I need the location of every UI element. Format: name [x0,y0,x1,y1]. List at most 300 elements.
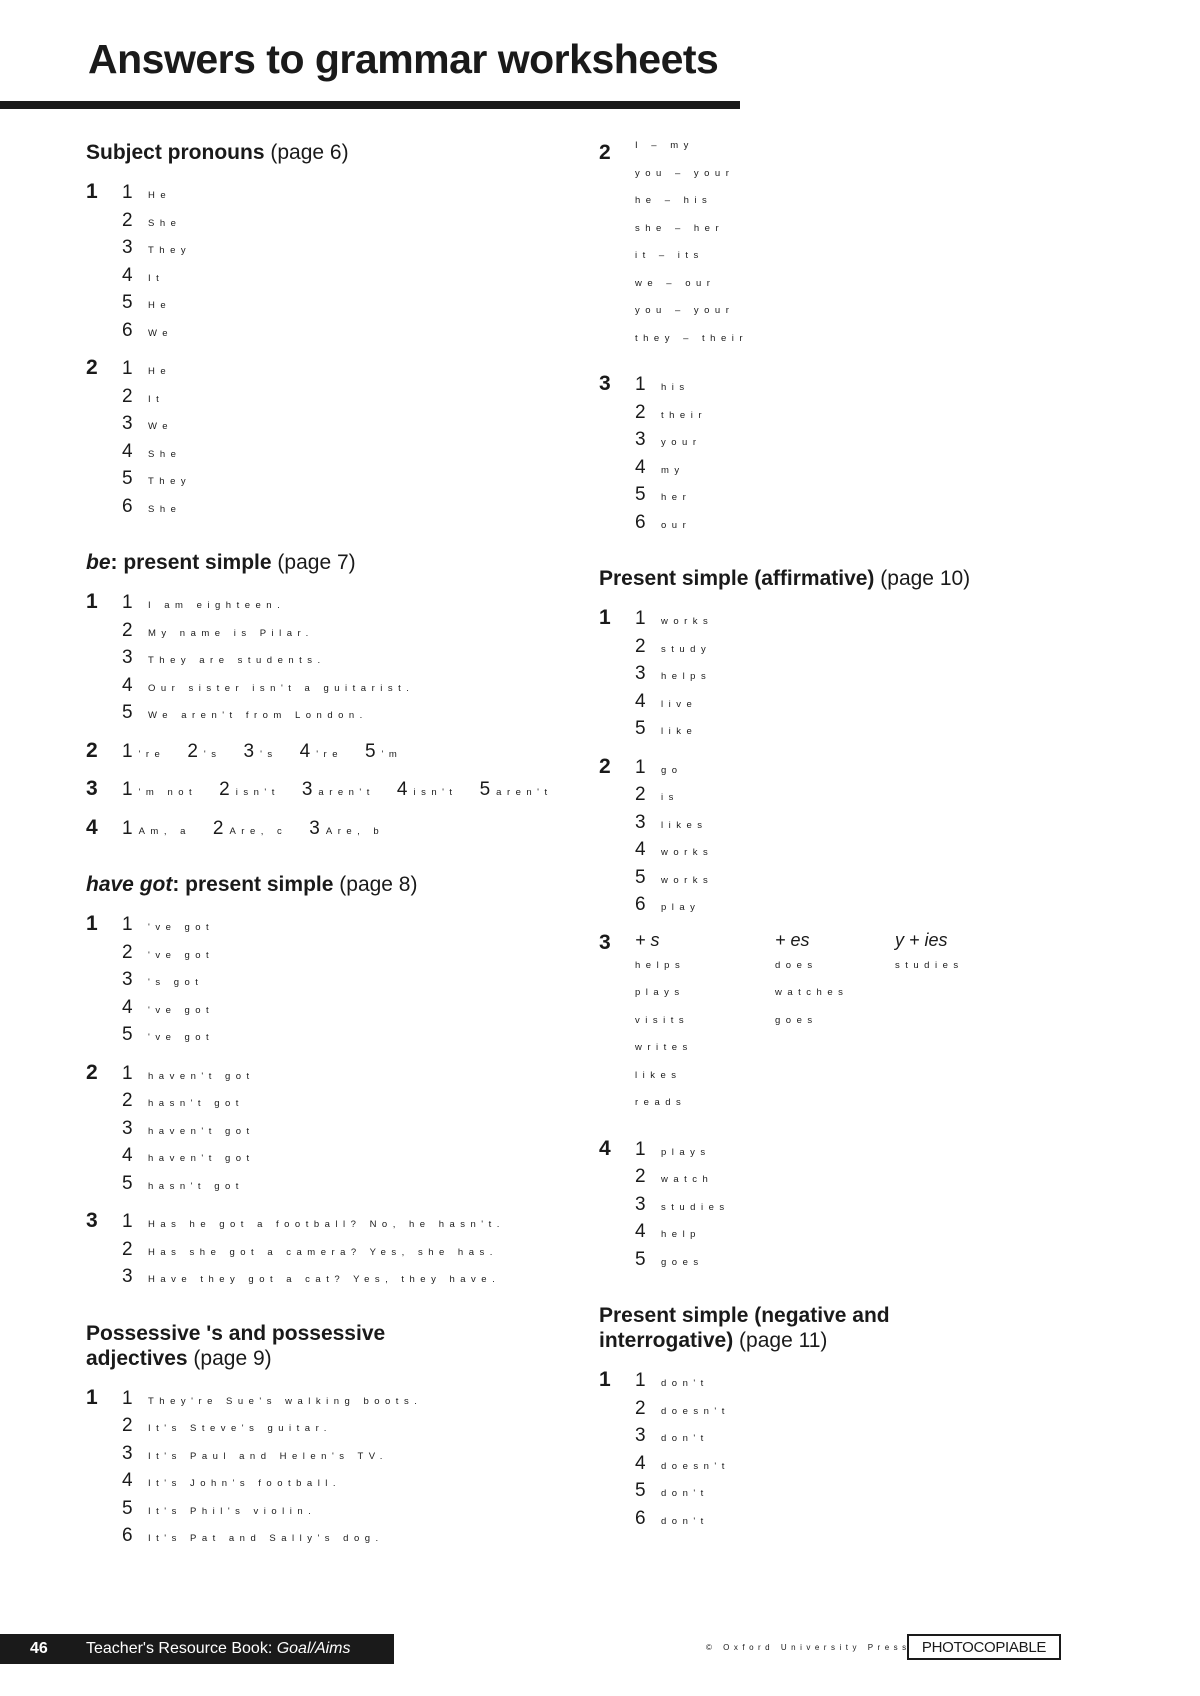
answer-text: aren't [496,787,553,798]
answer-item [122,1208,556,1236]
exercise-number: 3 [86,777,98,800]
answer-item [122,1170,556,1198]
answer-item [480,776,553,803]
answer-item [635,1422,1069,1450]
item-number: 3 [635,663,646,684]
section-possessive [86,1321,556,1550]
answer-item [122,1522,556,1550]
heading-text: Present simple (negative and [599,1304,890,1327]
section-heading [86,140,556,165]
answer-text: 've got [148,949,215,961]
answer-text: watch [661,1174,714,1185]
answer-item [122,383,556,411]
answer-text: help [661,1229,701,1240]
answer-text: likes [635,1069,682,1081]
answer-text: isn't [413,787,458,798]
item-number: 5 [635,1480,646,1501]
answer-text: It's Pat and Sally's dog. [148,1533,384,1544]
answer-item [122,1236,556,1264]
item-number: 3 [122,237,133,258]
column-header: + s [635,929,660,950]
item-number: 1 [635,1370,646,1391]
answer-item [122,262,556,290]
item-number: 5 [122,468,133,489]
answer-item [122,617,556,645]
item-number: 2 [635,1397,646,1419]
item-number: 6 [635,894,646,915]
exercise-number: 1 [86,912,98,935]
item-number: 2 [122,1415,133,1436]
item-number: 5 [122,702,133,723]
answer-item [122,1142,556,1170]
page-ref: (page 6) [270,141,349,164]
table-cell [895,1097,1015,1125]
answer-text: reads [635,1097,687,1108]
section-present-negative [599,1303,1069,1532]
answer-text: haven't got [148,1125,255,1137]
answer-text: It's John's football. [148,1478,342,1489]
exercise-number: 1 [599,1368,611,1391]
answer-text: She [148,217,182,229]
answer-item [635,1136,1069,1164]
answer-item [122,699,556,727]
answer-text: 'm [381,748,403,760]
item-number: 2 [635,784,646,805]
exercise-2 [86,355,556,520]
exercise-number: 3 [599,372,611,395]
item-number: 4 [299,740,311,762]
book-prefix: Teacher's Resource Book: [86,1640,277,1657]
answer-text: watches [775,987,849,998]
exercise-3 [86,776,556,804]
answer-text: don't [661,1515,709,1527]
item-number: 5 [122,1024,133,1045]
answer-text: does [775,959,818,971]
answer-item [397,776,458,803]
answer-item [635,168,1069,196]
column-header: y + ies [895,929,948,950]
table-cell [635,1015,775,1043]
answer-item [122,179,556,207]
answer-item [219,776,280,803]
item-number: 5 [122,1497,133,1519]
item-number: 2 [122,619,133,641]
answer-item [635,223,1069,251]
answer-text: She [148,448,182,460]
heading-text-line2: adjectives [86,1346,188,1370]
answer-text: We [148,327,174,339]
copyright-notice: © Oxford University Press [706,1643,911,1652]
answer-item [635,1477,1069,1505]
answer-text: her [661,492,692,503]
item-number: 3 [243,740,255,762]
item-number: 5 [365,740,376,762]
answer-item [635,371,1069,399]
answer-text: they – their [635,332,748,344]
exercise-number: 3 [86,1209,98,1232]
answer-text: like [661,726,698,737]
answer-text: don't [661,1433,709,1444]
exercise-number: 3 [599,930,611,954]
item-number: 2 [635,401,646,423]
item-number: 5 [122,292,133,313]
section-heading [86,550,556,575]
table-cell [635,960,775,988]
exercise-1 [599,1367,1069,1532]
answer-text: works [661,616,714,627]
item-number: 5 [635,1248,646,1270]
answer-text: studies [661,1201,730,1213]
answer-text: plays [635,987,685,998]
footer-bar [0,1634,394,1664]
answer-item [122,207,556,235]
answer-item [122,317,556,345]
right-column [599,140,1069,1562]
answer-item [122,911,556,939]
exercise-1 [86,1385,556,1550]
answer-text: They [148,245,192,256]
item-number: 6 [122,495,133,517]
photocopiable-label: PHOTOCOPIABLE [907,1634,1061,1660]
page-number: 46 [30,1640,48,1657]
item-number: 4 [635,839,646,860]
inline-answers [122,815,556,843]
answer-item [122,966,556,994]
title-rule [0,101,740,109]
exercise-4 [599,1136,1069,1274]
answer-text: she – her [635,222,725,234]
exercise-number: 1 [86,180,98,203]
item-number: 3 [122,1266,133,1287]
answer-item [122,1385,556,1413]
exercise-number: 2 [86,1060,98,1084]
answer-item [635,454,1069,482]
answer-item [635,1246,1069,1274]
exercise-number: 1 [86,590,98,613]
table-cell [775,1070,895,1098]
answer-item [122,815,191,842]
item-number: 6 [635,1507,646,1529]
item-number: 4 [122,264,133,286]
exercise-3 [599,930,1069,1125]
answer-text: I – my [635,140,694,151]
answer-text: visits [635,1014,690,1026]
answer-item [122,672,556,700]
table-cell [775,987,895,1015]
answer-item [635,1367,1069,1395]
answer-text: hasn't got [148,1098,244,1109]
answer-text: 're [316,748,343,760]
item-number: 1 [635,608,646,629]
answer-text: is [661,792,679,803]
item-number: 3 [122,969,133,990]
table-cell [635,1070,775,1098]
book-name: Goal/Aims [276,1640,351,1657]
answer-item [635,481,1069,509]
answer-item [122,355,556,383]
exercise-number: 4 [86,815,98,839]
answer-item [635,688,1069,716]
table-cell [895,1070,1015,1098]
answer-item [122,410,556,438]
item-number: 1 [635,374,646,395]
answer-item [122,1495,556,1523]
answer-item [635,1218,1069,1246]
answer-item [635,633,1069,661]
answer-item [122,1060,556,1088]
answer-text: hasn't got [148,1180,244,1192]
answer-item [122,776,197,803]
answer-text: 're [138,748,166,760]
table-cell [895,987,1015,1015]
book-title [86,1640,351,1658]
table-cell [635,987,775,1015]
answer-text: Our sister isn't a guitarist. [148,682,415,694]
exercise-4 [86,815,556,843]
item-number: 2 [212,817,224,839]
answer-text: Has he got a football? No, he hasn't. [148,1219,505,1230]
answer-text: It's Steve's guitar. [148,1423,332,1434]
section-subject-pronouns [86,140,556,520]
item-number: 1 [122,1387,133,1409]
item-number: 3 [122,413,133,434]
exercise-3 [599,371,1069,536]
answer-item [635,660,1069,688]
answer-item [365,738,402,765]
answer-item [122,1467,556,1495]
item-number: 1 [122,817,133,839]
table-cell [895,960,1015,988]
item-number: 1 [122,182,133,203]
section-be-present [86,550,556,842]
item-number: 2 [219,779,230,800]
answer-item [213,815,287,842]
item-number: 1 [122,779,133,800]
page-ref: (page 7) [277,551,356,574]
answer-text: Are, c [229,825,288,837]
answer-text: you – your [635,305,735,316]
item-number: 2 [635,1166,646,1187]
item-number: 2 [122,1090,133,1111]
answer-item [300,738,343,765]
item-number: 6 [635,511,646,533]
answer-item [635,754,1069,782]
item-number: 2 [187,740,198,762]
item-number: 5 [635,718,646,739]
answer-item [635,715,1069,743]
answer-item [635,836,1069,864]
answer-text: haven't got [148,1153,255,1164]
answer-item [635,1163,1069,1191]
item-number: 5 [635,866,646,888]
exercise-2 [599,140,1069,360]
answer-item [122,493,556,521]
spelling-table [635,930,1069,1125]
item-number: 3 [122,647,133,668]
item-number: 6 [122,319,133,341]
item-number: 1 [635,1138,646,1160]
answer-item [122,994,556,1022]
answer-item [122,438,556,466]
answer-text: 'm not [138,787,198,798]
item-number: 4 [396,779,408,800]
table-cell [635,1097,775,1125]
answer-text: go [661,764,683,776]
item-number: 2 [122,385,133,407]
answer-text: It [148,393,165,405]
answer-item [635,140,1069,168]
answer-item [122,1115,556,1143]
answer-text: 've got [148,1004,215,1016]
answer-item [122,1263,556,1291]
item-number: 3 [309,817,320,839]
exercise-1 [86,589,556,727]
answer-item [122,1412,556,1440]
answer-item [635,509,1069,537]
answer-text: we – our [635,277,716,289]
item-number: 4 [122,674,133,696]
answer-text: he – his [635,195,713,206]
exercise-2 [86,738,556,766]
answer-item [635,1450,1069,1478]
answer-text: Are, b [325,825,385,837]
answer-item [122,1021,556,1049]
item-number: 4 [635,690,646,712]
exercise-2 [599,754,1069,919]
exercise-3 [86,1208,556,1291]
table-cell [775,1015,895,1043]
answer-item [244,738,278,765]
section-present-affirmative [599,566,1069,1273]
exercise-1 [86,179,556,344]
answer-text: 've got [148,922,215,933]
table-cell [775,1097,895,1125]
item-number: 2 [122,209,133,231]
answer-text: 've got [148,1032,215,1043]
answer-item [122,1087,556,1115]
page-ref: (page 11) [739,1329,828,1352]
answer-text: We aren't from London. [148,710,368,721]
answer-text: 's [260,748,278,760]
answer-item [635,1191,1069,1219]
heading-italic: have got [86,873,173,896]
answer-text: We [148,421,174,432]
page-ref: (page 10) [880,567,971,590]
item-number: 3 [122,1442,133,1464]
answer-item [187,738,221,765]
answer-text: your [661,437,702,448]
table-cell [895,1042,1015,1070]
item-number: 4 [635,1452,646,1474]
heading-text: Possessive 's and possessive [86,1321,386,1345]
answer-item [122,465,556,493]
item-number: 1 [122,358,133,379]
item-number: 3 [122,1117,133,1139]
answer-text: writes [635,1042,693,1053]
answer-text: He [148,300,172,311]
answer-item [635,809,1069,837]
answer-text: you – your [635,167,735,179]
exercise-number: 2 [86,738,98,762]
answer-text: Has she got a camera? Yes, she has. [148,1246,498,1258]
answer-item [122,289,556,317]
exercise-number: 2 [599,754,611,778]
answer-text: They're Sue's walking boots. [148,1395,423,1407]
item-number: 2 [122,941,133,963]
section-heading [599,1303,1069,1353]
answer-text: Am, a [138,825,191,837]
item-number: 1 [122,1211,133,1232]
item-number: 1 [635,756,646,778]
answer-item [122,234,556,262]
answer-item [635,426,1069,454]
column-header: + es [775,929,810,950]
section-have-got [86,872,556,1291]
answer-text: helps [635,959,686,971]
answer-item [635,605,1069,633]
answer-text: They are students. [148,655,326,666]
item-number: 3 [301,779,313,800]
answer-text: doesn't [661,1405,730,1417]
table-cell [775,960,895,988]
heading-text: : present simple [110,551,272,574]
answer-text: helps [661,671,712,682]
answer-text: goes [661,1256,704,1268]
answer-text: it – its [635,250,704,261]
section-heading [86,872,556,897]
item-number: 3 [635,811,646,833]
exercise-1 [86,911,556,1049]
answer-text: She [148,503,182,515]
answer-item [635,864,1069,892]
item-number: 4 [122,1145,133,1166]
answer-item [635,399,1069,427]
page-ref: (page 9) [193,1346,272,1370]
answer-item [635,781,1069,809]
answer-item [122,589,556,617]
answer-item [635,1505,1069,1533]
section-heading [599,566,1069,591]
answer-item [309,815,384,842]
answer-text: study [661,643,712,655]
answer-text: our [661,519,692,531]
exercise-number: 1 [599,606,611,629]
answer-text: They [148,476,192,487]
section-heading [86,1321,556,1371]
item-number: 1 [122,914,133,935]
item-number: 4 [635,1221,646,1242]
answer-text: studies [895,959,964,971]
table-cell [895,1015,1015,1043]
item-number: 3 [635,1193,646,1215]
answer-item [122,1440,556,1468]
left-column [86,140,556,1580]
inline-answers [122,776,556,804]
answer-text: works [661,847,714,858]
answer-text: play [661,902,701,913]
answer-item [635,250,1069,278]
answer-text: plays [661,1146,711,1158]
answer-text: haven't got [148,1070,255,1082]
item-number: 5 [635,484,646,505]
heading-text: : present simple [172,873,334,896]
answer-text: Have they got a cat? Yes, they have. [148,1274,501,1285]
answer-text: my [661,464,685,476]
table-cell [775,1042,895,1070]
answer-text: It's Phil's violin. [148,1505,317,1517]
answer-item [635,891,1069,919]
answer-item [635,305,1069,333]
